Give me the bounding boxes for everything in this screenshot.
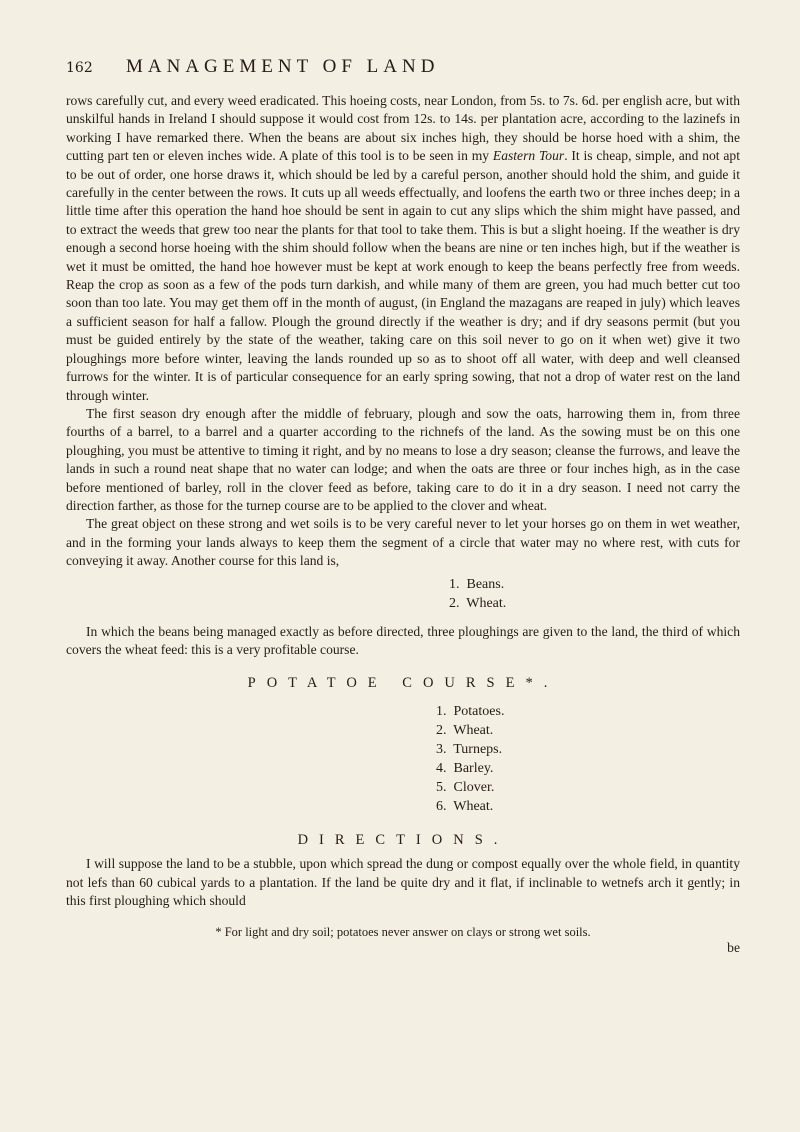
list-item: 1. Potatoes.: [436, 704, 505, 720]
list-item: 5. Clover.: [436, 780, 495, 796]
paragraph-4: In which the beans being managed exactly as before directed, three ploughings are given to the land, the third of which covers the wheat feed: this is a very profitable course.: [66, 623, 740, 657]
potatoe-course-heading: POTATOE COURSE*.: [247, 675, 559, 692]
directions-heading: DIRECTIONS.: [297, 832, 509, 849]
list-item: 3. Turneps.: [436, 742, 503, 758]
paragraph-5: I will suppose the land to be a stubble, upon which spread the dung or compost equally over the whole field, in quantity not lefs than 60 cubical yards to a plantation. If the land be quite dry and it flat, if inclinable to wetnefs arch it gently; in this first ploughing which should: [66, 856, 740, 909]
list-item: 6. Wheat.: [436, 799, 494, 815]
course-list-potatoe: [436, 702, 740, 816]
paragraph-1: rows carefully cut, and every weed eradicated. This hoeing costs, near London, from 5s. to 7s. 6d. per english acre, but with unskilful hands in Ireland I should suppose it would cost from 12s. to 14s. per plantation acre, according to the lazinefs in working I have remarked there. When the beans are about six inches high, they should be horse hoed with a shim, the cutting part ten or eleven inches wide. A plate of this tool is to be seen in my Eastern Tour. It is cheap, simple, and not apt to be out of order, one horse draws it, which should be led by a careful person, another should hold the shim, and guide it carefully in the center between the rows. It cuts up all weeds effectually, and loofens the earth two or three inches deep; in a little time after this operation the hand hoe should be sent in again to cut any slips which the shim might have passed, and to extract the weeds that grew too near the plants for that tool to take them. This is but a slight hoeing. If the weather is dry enough a second horse hoeing with the shim should follow when the beans are nine or ten inches high, but if the weather is wet it must be omitted, the hand hoe however must be kept at work enough to keep the beans perfectly free from weeds. Reap the crop as soon as a few of the pods turn darkish, and while many of them are green, you had much better cut too soon than too late. You may get them off in the month of august, (in England the mazagans are reaped in july) which leaves a sufficient season for half a fallow. Plough the ground directly if the weather is dry; and if dry seasons permit (but you must be guided entirely by the state of the weather, taking care on this soil never to go on it when wet) give it two ploughings more before winter, leaving the lands rounded up so as to shoot off all water, with deep and well cleansed furrows for the winter. It is of particular consequence for an early spring sowing, that not a drop of water rest on the land through winter.: [66, 93, 740, 403]
list-item: 2. Wheat.: [436, 723, 494, 739]
paragraph-2: The first season dry enough after the middle of february, plough and sow the oats, harrowing them in, from three fourths of a barrel, to a barrel and a quarter according to the richnefs of the land. As the sowing must be on this one ploughing, you must be attentive to timing it right, and by no means to lose a dry season; cleanse the furrows, and leave the lands in such a round neat shape that no water can lodge; and when the oats are three or four inches high, as in the case before mentioned of barley, roll in the clover feed as before, taking care to do it in a dry season. I need not carry the direction farther, as those for the turnep course are to be applied to the clover and wheat.: [66, 405, 740, 513]
footnote: [66, 925, 740, 940]
page-number: 162: [66, 60, 93, 76]
italic-title: Eastern Tour: [492, 148, 565, 164]
body-text: [66, 92, 740, 659]
list-item: 2. Wheat.: [449, 595, 507, 611]
body-text-directions: [66, 855, 740, 910]
catchword: be: [727, 939, 740, 955]
course-list-beans: [449, 575, 740, 613]
list-item: 4. Barley.: [436, 761, 494, 777]
page-header: [66, 56, 740, 78]
paragraph-3: The great object on these strong and wet soils is to be very careful never to let your horses go on them in wet weather, and in the forming your lands always to keep them the segment of a circle that water may no where rest, with cuts for conveying it away. Another course for this land is,: [66, 516, 740, 569]
list-item: 1. Beans.: [449, 576, 505, 592]
running-head: MANAGEMENT OF LAND: [126, 56, 440, 77]
footnote-text: * For light and dry soil; potatoes never answer on clays or strong wet soils.: [215, 924, 591, 939]
